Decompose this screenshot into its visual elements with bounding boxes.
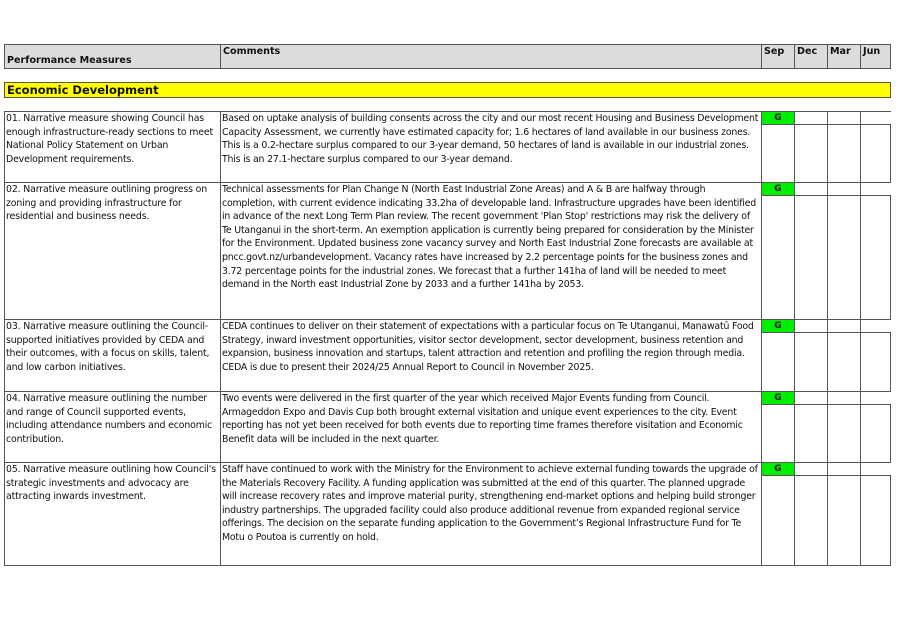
mar-status-cell	[827, 392, 860, 462]
mar-status-cell	[827, 183, 860, 319]
dec-status-badge	[795, 112, 827, 125]
dec-status-badge	[795, 463, 827, 476]
sep-status-cell	[761, 392, 794, 462]
measure-cell: 01. Narrative measure showing Council has enough infrastructure-ready sections to meet National Policy Statement on Urban Development requirements.	[6, 113, 214, 165]
comment-cell: Based on uptake analysis of building consents across the city and our most recent Housing and Business Development Capacity Assessment, we currently have estimated capacity for; 1.6 hectares of land available in our business zones. This is a 0.2-hectare surplus compared to our 3-year demand, 50 hectares of land is available in our industrial zones. This is an 27.1-hectare surplus compared to our 3-year demand.	[220, 112, 761, 182]
jun-status-badge	[861, 320, 891, 333]
header-mar: Mar	[827, 45, 860, 68]
mar-status-badge	[828, 112, 860, 125]
dec-status-cell	[794, 392, 827, 462]
dec-status-cell	[794, 112, 827, 182]
jun-status-cell	[860, 320, 891, 391]
mar-status-cell	[827, 112, 860, 182]
sep-status-badge: G	[762, 320, 794, 333]
mar-status-cell	[827, 320, 860, 391]
sep-status-badge: G	[762, 463, 794, 476]
measure-cell: 02. Narrative measure outlining progress on zoning and providing infrastructure for residential and business needs.	[6, 184, 208, 223]
sep-status-badge: G	[762, 112, 794, 125]
sep-status-badge: G	[762, 183, 794, 196]
measure-cell: 05. Narrative measure outlining how Council's strategic investments and advocacy are attracting inwards investment.	[6, 464, 216, 503]
sep-status-cell	[761, 320, 794, 391]
measure-cell: 03. Narrative measure outlining the Council-supported initiatives provided by CEDA and their outcomes, with a focus on skills, talent, and low carbon initiatives.	[6, 321, 210, 373]
comment-cell: Staff have continued to work with the Ministry for the Environment to achieve external funding towards the upgrade of the Materials Recovery Facility. A funding application was submitted at the end of this quarter. The planned upgrade will increase recovery rates and improve material purity, strengthening end-market options and helping build stronger industry partnerships. The upgraded facility could also produce additional revenue from expanded regional service offerings. The decision on the separate funding application to the Government’s Regional Infrastructure Fund for Te Motu o Poutoa is currently on hold.	[220, 463, 761, 565]
comment-cell: Two events were delivered in the first quarter of the year which received Major Events funding from Council. Armageddon Expo and Davis Cup both brought external visitation and unique event experiences to the city. Event reporting has not yet been received for both events due to reporting time frames therefore visitation and Economic Benefit data will be included in the next quarter.	[220, 392, 761, 462]
header-comments: Comments	[220, 45, 761, 68]
sep-status-cell	[761, 463, 794, 565]
jun-status-cell	[860, 183, 891, 319]
table-header	[4, 44, 891, 69]
table-row	[4, 392, 891, 463]
table-row	[4, 183, 891, 320]
header-dec: Dec	[794, 45, 827, 68]
jun-status-badge	[861, 112, 891, 125]
header-jun: Jun	[860, 45, 891, 68]
jun-status-cell	[860, 392, 891, 462]
dec-status-cell	[794, 463, 827, 565]
mar-status-badge	[828, 320, 860, 333]
header-sep: Sep	[761, 45, 794, 68]
header-performance-measures: Performance Measures	[7, 55, 132, 66]
jun-status-badge	[861, 392, 891, 405]
table-row	[4, 111, 891, 183]
dec-status-badge	[795, 392, 827, 405]
mar-status-cell	[827, 463, 860, 565]
dec-status-badge	[795, 183, 827, 196]
jun-status-badge	[861, 183, 891, 196]
jun-status-cell	[860, 463, 891, 565]
mar-status-badge	[828, 392, 860, 405]
jun-status-badge	[861, 463, 891, 476]
dec-status-badge	[795, 320, 827, 333]
sep-status-badge: G	[762, 392, 794, 405]
section-title: Economic Development	[4, 82, 891, 98]
sep-status-cell	[761, 112, 794, 182]
jun-status-cell	[860, 112, 891, 182]
table-row	[4, 463, 891, 566]
mar-status-badge	[828, 463, 860, 476]
sep-status-cell	[761, 183, 794, 319]
measure-cell: 04. Narrative measure outlining the number and range of Council supported events, including attendance numbers and economic contribution.	[6, 393, 213, 445]
comment-cell: Technical assessments for Plan Change N (North East Industrial Zone Areas) and A & B are halfway through completion, with current evidence indicating 33.2ha of developable land. Infrastructure upgrades have been identified in advance of the next Long Term Plan review. The recent government 'Plan Stop' restrictions may risk the delivery of Te Utanganui in the short-term. An exemption application is currently being prepared for consideration by the Minister for the Environment. Updated business zone vacancy survey and North East Industrial Zone forecasts are available at pncc.govt.nz/urbandevelopment. Vacancy rates have increased by 2.2 percentage points for the business zones and 3.72 percentage points for the industrial zones. We forecast that a further 141ha of land will be needed to meet demand in the North east Industrial Zone by 2033 and a further 141ha by 2053.	[220, 183, 761, 319]
table-row	[4, 320, 891, 392]
comment-cell: CEDA continues to deliver on their statement of expectations with a particular focus on Te Utanganui, Manawatū Food Strategy, inward investment opportunities, visitor sector development, sector development, business retention and expansion, business innovation and startups, talent attraction and retention and profiling the region through media. CEDA is due to present their 2024/25 Annual Report to Council in November 2025.	[220, 320, 761, 391]
mar-status-badge	[828, 183, 860, 196]
dec-status-cell	[794, 320, 827, 391]
dec-status-cell	[794, 183, 827, 319]
